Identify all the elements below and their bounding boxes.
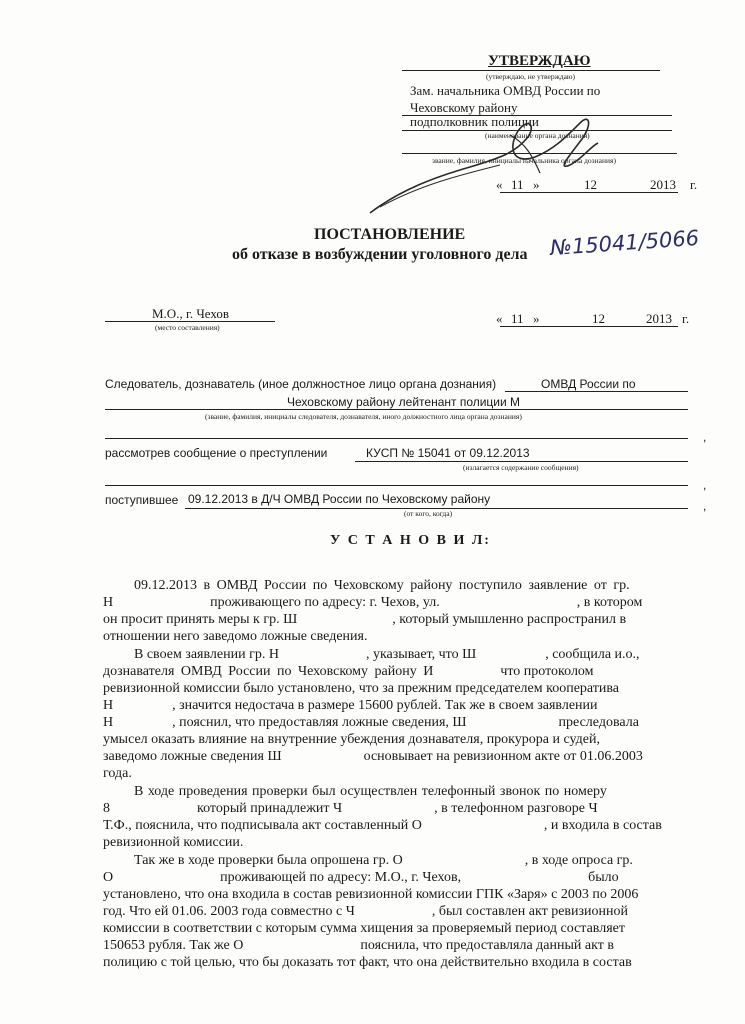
para2-line8 <box>103 765 132 782</box>
para2-text-i: Н <box>103 715 114 730</box>
para2-line6 <box>103 731 600 748</box>
approval-name-hint: звание, фамилия, инициалы начальника органа дознания) <box>432 156 616 165</box>
para1-line1 <box>134 577 684 594</box>
para1-line4 <box>103 628 367 645</box>
doc-date-suffix: г. <box>682 311 690 326</box>
para1-line3 <box>103 611 626 628</box>
para3-line1 <box>134 783 607 800</box>
para1-text-b: Н <box>103 595 114 610</box>
received-comma: , <box>703 499 707 513</box>
para4-text-g: год. Что ей 01.06. 2003 года совместно с Ч <box>103 904 355 919</box>
para3-text-a: В ходе проведения проверки был осуществлен телефонный звонок по номеру <box>134 784 607 799</box>
approval-title: УТВЕРЖДАЮ <box>488 53 591 69</box>
para4-text-c: О <box>103 870 114 885</box>
received-hint: (от кого, когда) <box>404 509 453 518</box>
report-label: рассмотрев сообщение о преступлении <box>105 446 328 460</box>
para2-text-b: , указывает, что Ш <box>365 647 477 662</box>
para2-text-n: основывает на ревизионном акте от 01.06.2003 <box>363 749 643 764</box>
blank-line-1 <box>105 438 688 439</box>
para2-line1 <box>134 646 640 663</box>
para4-line5 <box>103 920 625 937</box>
approval-position-2: Чеховскому району <box>410 100 518 115</box>
report-line <box>355 461 688 462</box>
para3-text-g: ревизионной комиссии. <box>103 835 244 850</box>
report-hint: (излагается содержание сообщения) <box>463 463 579 472</box>
investigator-label: Следователь, дознаватель (иное должностное лицо органа дознания) <box>105 377 497 391</box>
para2-text-m: заведомо ложные сведения Ш <box>103 749 282 764</box>
para2-text-c: , сообщила и.о., <box>545 647 640 662</box>
received-value: 09.12.2013 в Д/Ч ОМВД России по Чеховскому району <box>188 492 491 506</box>
report-comma: , <box>703 478 707 492</box>
para1-text-g: отношении него заведомо ложные сведения. <box>103 629 368 644</box>
received-label: поступившее <box>105 493 179 507</box>
para2-text-k: преследовала <box>558 715 639 730</box>
approval-position-1: Зам. начальника ОМВД России по <box>410 83 601 98</box>
para2-text-l: умысел оказать влияние на внутренние убеждения дознавателя, прокурора и судей, <box>103 732 600 747</box>
para1-text-c: проживающего по адресу: г. Чехов, ул. <box>210 595 440 610</box>
para4-text-e: было <box>588 870 619 885</box>
para3-text-f: , и входила в состав <box>543 818 662 833</box>
investigator-name-line <box>105 409 688 410</box>
para2-line5 <box>103 714 639 731</box>
investigator-name: Чеховскому району лейтенант полиции М <box>287 395 521 409</box>
para4-text-h: , был составлен акт ревизионной <box>431 904 629 919</box>
para2-line4 <box>103 697 598 714</box>
para2-text-a: В своем заявлении гр. Н <box>134 647 279 662</box>
para4-line4 <box>103 903 628 920</box>
report-value: КУСП № 15041 от 09.12.2013 <box>366 446 530 460</box>
para3-line3 <box>103 817 662 834</box>
para4-text-i: комиссии в соответствии с которым сумма хищения за проверяемый период составляет <box>103 921 625 936</box>
approval-date-day: 11 <box>511 177 524 192</box>
established-title: У С Т А Н О В И Л: <box>330 533 491 548</box>
para3-text-b: 8 <box>103 801 110 816</box>
place-value: М.О., г. Чехов <box>152 306 230 321</box>
investigator-org-line <box>505 391 688 392</box>
approval-date-month: 12 <box>584 177 597 192</box>
approval-date-close: » <box>533 177 540 192</box>
para2-text-j: , пояснил, что предоставляя ложные сведения, Ш <box>172 715 467 730</box>
para1-text-f: , который умышленно распространил в <box>392 612 627 627</box>
approval-date-open: « <box>496 177 503 192</box>
para3-line2 <box>103 800 598 817</box>
para1-text-d: , в котором <box>576 595 643 610</box>
investigator-hint: (звание, фамилия, инициалы следователя, дознавателя, иного должностного лица органа дознания) <box>205 412 522 421</box>
para3-text-c: который принадлежит Ч <box>197 801 343 816</box>
para4-text-b: , в ходе опроса гр. <box>524 853 633 868</box>
para2-line3 <box>103 680 619 697</box>
approval-title-underline <box>402 70 660 71</box>
para4-line1 <box>134 852 633 869</box>
para4-text-l: полицию с той целью, что бы доказать тот факт, что она действительно входила в состав <box>103 955 632 970</box>
para3-text-e: Т.Ф., пояснила, что подписывала акт составленный О <box>103 818 422 833</box>
document-title: ПОСТАНОВЛЕНИЕ <box>314 226 466 243</box>
doc-date-close: » <box>533 311 540 326</box>
para2-text-f: ревизионной комиссии было установлено, что за прежним председателем кооператива <box>103 681 620 696</box>
doc-date-line <box>500 326 678 327</box>
approval-date-suffix: г. <box>690 177 698 192</box>
blank-line-2 <box>105 485 688 486</box>
approval-title-hint: (утверждаю, не утверждаю) <box>486 72 576 81</box>
approval-org-hint: (наименование органа дознания) <box>485 131 590 140</box>
doc-date-year: 2013 <box>646 311 672 326</box>
para4-text-d: проживающей по адресу: М.О., г. Чехов, <box>220 870 462 885</box>
para1-line2 <box>103 594 683 611</box>
place-hint: (место составления) <box>155 323 220 332</box>
para4-line7 <box>103 954 632 971</box>
para2-text-h: , значится недостача в размере 15600 рублей. Так же в своем заявлении <box>172 698 598 713</box>
para2-text-d: дознавателя ОМВД России по Чеховскому району И <box>103 664 434 679</box>
para4-text-j: 150653 рубля. Так же О <box>103 938 244 953</box>
signature-image <box>360 95 610 235</box>
doc-date-month: 12 <box>592 311 605 326</box>
para2-text-g: Н <box>103 698 114 713</box>
para4-line6 <box>103 937 614 954</box>
para3-text-d: , в телефонном разговоре Ч <box>434 801 598 816</box>
para2-text-e: что протоколом <box>500 664 594 679</box>
para1-text-a: 09.12.2013 в ОМВД России по Чеховскому району поступило заявление от гр. <box>134 578 630 593</box>
para2-line2 <box>103 663 594 680</box>
para3-line4 <box>103 834 243 851</box>
para1-text-e: он просит принять меры к гр. Ш <box>103 612 298 627</box>
investigator-comma: , <box>703 430 707 444</box>
handwritten-case-number: №15041/5066 <box>549 225 700 261</box>
para4-text-f: установлено, что она входила в состав ревизионной комиссии ГПК «Заря» с 2003 по 2006 <box>103 887 639 902</box>
para4-text-a: Так же в ходе проверки была опрошена гр. О <box>134 853 403 868</box>
para4-line3 <box>103 886 638 903</box>
investigator-org: ОМВД России по <box>541 377 636 391</box>
para4-line2 <box>103 869 619 886</box>
doc-date-open: « <box>496 311 503 326</box>
approval-date-year: 2013 <box>650 177 676 192</box>
para4-text-k: пояснила, что предоставляла данный акт в <box>360 938 614 953</box>
para2-line7 <box>103 748 643 765</box>
approval-position-3: подполковник полиции <box>410 114 539 129</box>
doc-date-day: 11 <box>511 311 524 326</box>
para2-text-o: года. <box>103 766 132 781</box>
document-subtitle: об отказе в возбуждении уголовного дела <box>232 246 528 263</box>
